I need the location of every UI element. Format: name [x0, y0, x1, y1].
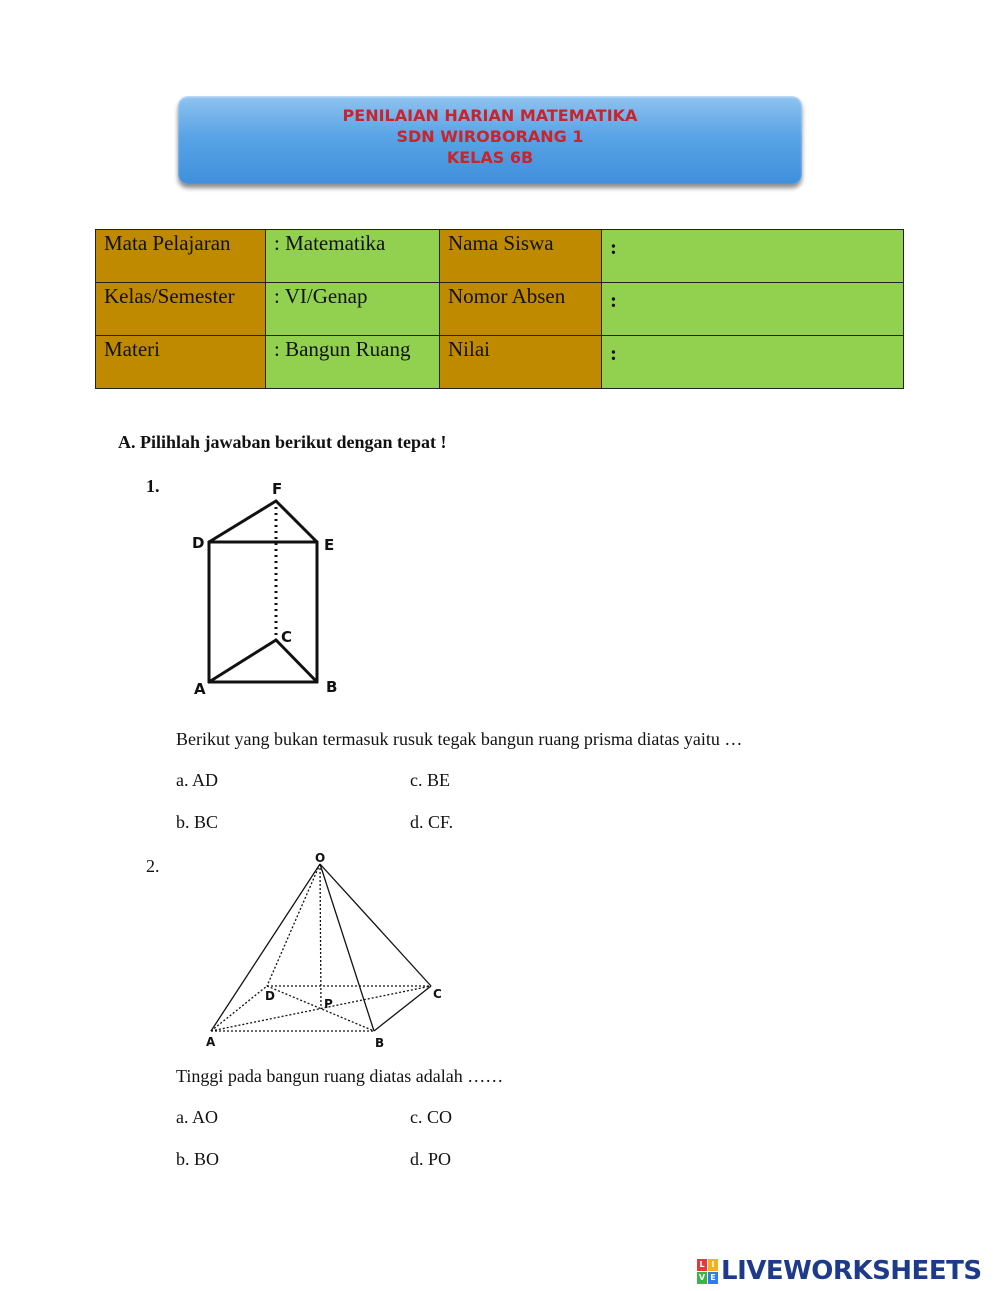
prism-figure — [188, 476, 348, 700]
question-2-option-d[interactable]: d. PO — [410, 1149, 452, 1169]
vertex-label: D — [265, 989, 275, 1003]
logo-letter: E — [708, 1272, 718, 1284]
title-banner — [178, 96, 802, 184]
vertex-label: O — [315, 851, 326, 865]
vertex-label: P — [324, 997, 333, 1011]
edge-ad — [211, 986, 267, 1031]
vertex-label: C — [433, 987, 442, 1001]
class-semester-value: : VI/Genap — [266, 283, 440, 336]
student-info-table — [95, 229, 904, 389]
material-label: Materi — [96, 336, 266, 389]
vertex-label: A — [194, 680, 206, 698]
vertex-label: D — [192, 534, 205, 552]
question-2-option-a[interactable]: a. AO — [176, 1107, 218, 1127]
vertex-label: C — [281, 628, 293, 646]
attendance-number-field[interactable]: : — [602, 283, 904, 336]
edge-do — [267, 864, 320, 986]
vertex-label: B — [375, 1036, 385, 1050]
liveworksheets-logo-icon — [697, 1259, 718, 1284]
edge-cb — [276, 640, 317, 682]
edge-ao — [211, 864, 320, 1031]
question-2-option-c[interactable]: c. CO — [410, 1107, 452, 1127]
student-name-field[interactable]: : — [602, 230, 904, 283]
vertex-label: E — [324, 536, 335, 554]
edge-ac — [209, 640, 276, 682]
section-a-heading: A. Pilihlah jawaban berikut dengan tepat ! — [118, 432, 447, 452]
brand-name: LIVEWORKSHEETS — [721, 1256, 982, 1286]
info-row — [96, 230, 904, 283]
vertex-label: B — [326, 678, 338, 696]
subject-value: : Matematika — [266, 230, 440, 283]
info-row — [96, 283, 904, 336]
question-2-prompt: Tinggi pada bangun ruang diatas adalah …… — [176, 1066, 504, 1086]
vertex-label: F — [272, 480, 283, 498]
info-row — [96, 336, 904, 389]
vertex-label: A — [206, 1035, 216, 1049]
edge-df — [209, 501, 276, 542]
question-2-number: 2. — [146, 856, 160, 876]
edge-fe — [276, 501, 317, 542]
subject-label: Mata Pelajaran — [96, 230, 266, 283]
student-name-label: Nama Siswa — [440, 230, 602, 283]
material-value: : Bangun Ruang — [266, 336, 440, 389]
question-1-option-d[interactable]: d. CF. — [410, 812, 454, 832]
logo-letter: I — [708, 1259, 718, 1271]
logo-letter: V — [698, 1272, 706, 1282]
liveworksheets-brand[interactable] — [697, 1256, 982, 1286]
edge-co — [320, 864, 431, 986]
class-semester-label: Kelas/Semester — [96, 283, 266, 336]
question-2-option-b[interactable]: b. BO — [176, 1149, 220, 1169]
score-label: Nilai — [440, 336, 602, 389]
score-field[interactable]: : — [602, 336, 904, 389]
logo-letter: L — [697, 1259, 707, 1271]
edge-bc — [374, 986, 431, 1031]
banner-class: KELAS 6B — [446, 148, 534, 167]
question-1-option-c[interactable]: c. BE — [410, 770, 450, 790]
attendance-number-label: Nomor Absen — [440, 283, 602, 336]
question-1-prompt: Berikut yang bukan termasuk rusuk tegak bangun ruang prisma diatas yaitu … — [176, 729, 743, 749]
banner-title: PENILAIAN HARIAN MATEMATIKA — [342, 106, 638, 125]
question-1-option-a[interactable]: a. AD — [176, 770, 218, 790]
pyramid-figure — [200, 848, 450, 1052]
banner-school: SDN WIROBORANG 1 — [396, 127, 584, 146]
question-1-number: 1. — [146, 476, 160, 496]
question-1-option-b[interactable]: b. BC — [176, 812, 219, 832]
